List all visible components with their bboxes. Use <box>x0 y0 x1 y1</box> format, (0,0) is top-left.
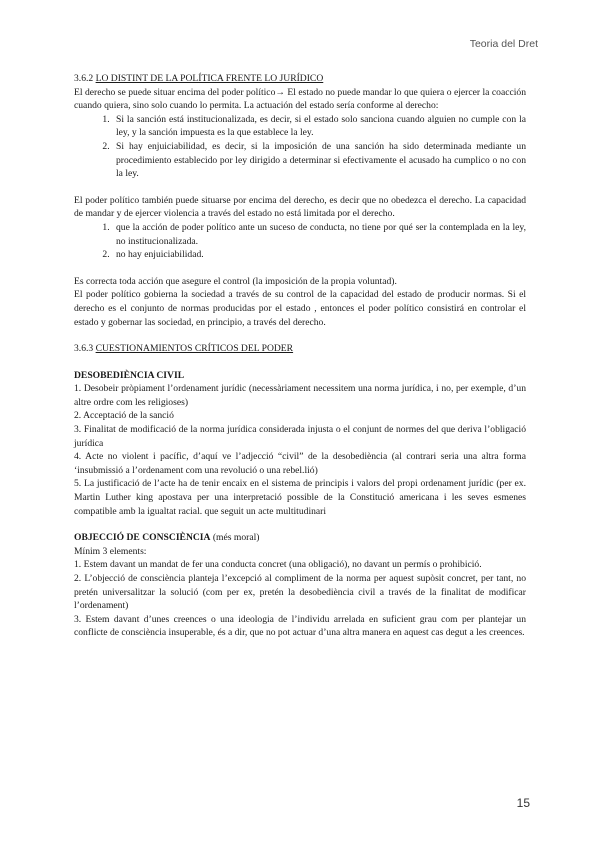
list-item: 3. Estem davant d’unes creences o una ideologia de l’individu arrelada en suficient grau com per plantejar un conflicte de consciència insuperable, és a dir, que no pot actuar d’una altra manera en aquest cas degut a les creences. <box>74 613 526 639</box>
list-item: 3. Finalitat de modificació de la norma jurídica considerada injusta o el conjunt de normes del que deriva l’obligació jurídica <box>74 424 526 449</box>
list-item: 5. La justificació de l’acte ha de tenir encaix en el sistema de principis i valors del propi ordenament jurídic (per ex. Martin Luther king apostava per una interpretació possible de la Constitució americana i les seves esmenes compatible amb la igualtat racial. que seguit un acte multitudinari <box>74 478 526 517</box>
subsection-heading-objeccio <box>74 531 526 545</box>
list-item: 1. Estem davant un mandat de fer una conducta concret (una obligació), no davant un permís o prohibició. <box>74 559 482 571</box>
document-header-title: Teoria del Dret <box>469 38 538 50</box>
list-item: 1. que la acción de poder político ante un suceso de conducta, no tiene por qué ser la contemplada en la ley, no institucionalizada. <box>112 221 526 248</box>
section-number: 3.6.2 <box>74 73 96 84</box>
list-item: 2. L’objecció de consciència planteja l’excepció al compliment de la norma per aquest supòsit concret, per tant, no pretén universalitzar la solució (com per ex, pretén la desobediència civil a través de la finalitat de modificar l’ordenament) <box>74 573 526 612</box>
section-title: LO DISTINT DE LA POLÍTICA FRENTE LO JURÍDICO <box>95 73 324 84</box>
subsection-heading-desobediencia: DESOBEDIÈNCIA CIVIL <box>74 369 185 381</box>
section-title: CUESTIONAMIENTOS CRÍTICOS DEL PODER <box>95 343 294 355</box>
paragraph: El poder político gobierna la sociedad a través de su control de la capacidad del estado de producir normas. Si el derecho es el conjunto de normas producidas por el estado , entonces el poder político consistirá en controlar el estado y gobernar las sociedad, en principio, a través del derecho. <box>74 289 526 328</box>
section-heading-3-6-2 <box>74 72 526 86</box>
list-item: 1. Si la sanción está institucionalizada, es decir, si el estado solo sanciona cuando alguien no cumple con la ley, y la sanción impuesta es la que establece la ley. <box>112 113 526 140</box>
subsection-title: OBJECCIÓ DE CONSCIÈNCIA <box>74 532 211 544</box>
numbered-list <box>74 113 526 181</box>
list-item: 2. no hay enjuiciabilidad. <box>112 248 526 262</box>
section-number: 3.6.3 <box>74 343 96 355</box>
subsection-subtitle: (més moral) <box>210 532 260 544</box>
page-number: 15 <box>516 796 530 810</box>
list-item: 1. Desobeir pròpiament l’ordenament jurídic (necessàriament necessitem una norma jurídica, i no, per exemple, d’un altre ordre com les religioses) <box>74 383 526 408</box>
list-item: 2. Si hay enjuiciabilidad, es decir, si la imposición de una sanción ha sido determinada mediante un procedimiento establecido por ley dirigido a determinar si efectivamente el acusado ha cumplico o no con la ley. <box>112 140 526 181</box>
numbered-list <box>74 221 526 262</box>
list-item: 2. Acceptació de la sanció <box>74 410 174 422</box>
paragraph: Es correcta toda acción que asegure el control (la imposición de la propia voluntad). <box>74 275 397 287</box>
paragraph: El poder político también puede situarse por encima del derecho, es decir que no obedezca el derecho. La capacidad de mandar y de ejercer violencia a través del estado no está limitada por el derecho. <box>74 194 526 220</box>
paragraph: El derecho se puede situar encima del poder político→ El estado no puede mandar lo que quiera o ejercer la coacción cuando quiera, sino solo cuando lo permita. La actuación del estado sería conforme al derecho: <box>74 86 526 112</box>
list-item: 4. Acte no violent i pacífic, d’aquí ve l’adjecció “civil” de la desobediència (al contrari seria una altra forma ‘insubmissió a l’ordenament com una revolució o una rebel.lió) <box>74 451 526 476</box>
paragraph: Mínim 3 elements: <box>74 545 147 557</box>
section-heading-3-6-3 <box>74 342 526 356</box>
page-content <box>74 72 526 640</box>
